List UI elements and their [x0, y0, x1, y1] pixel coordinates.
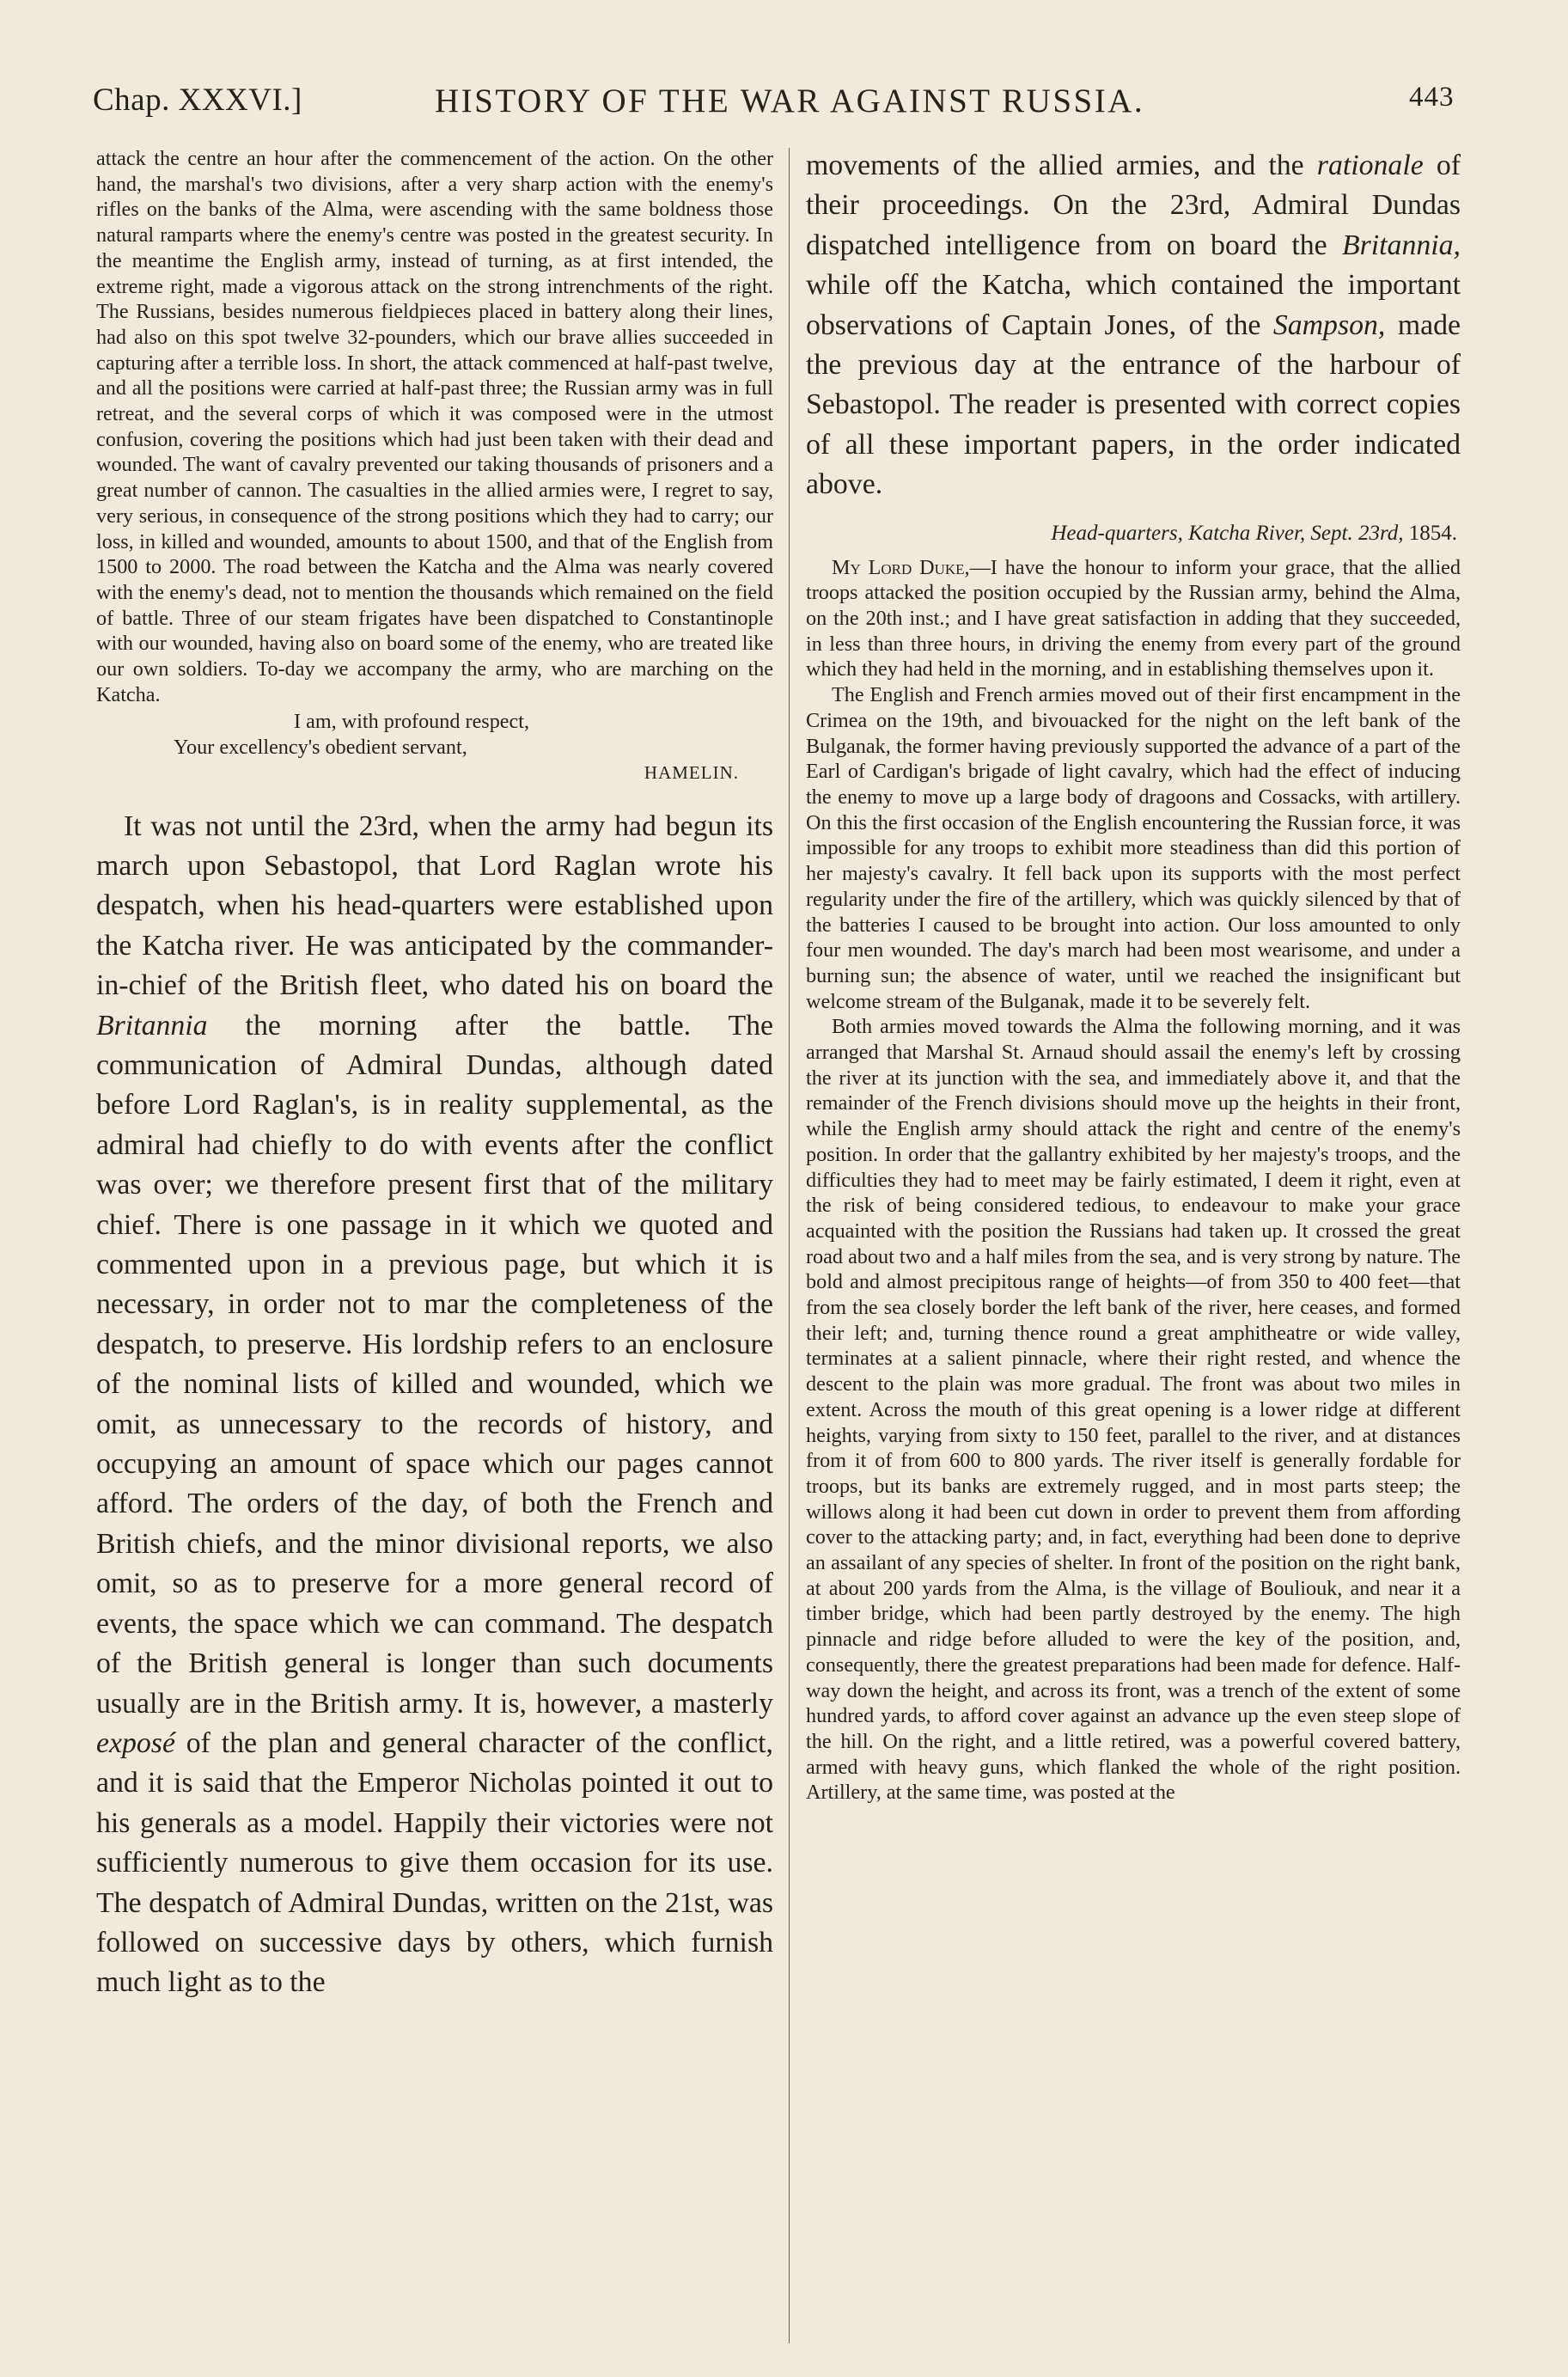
despatch-paragraph-3: Both armies moved towards the Alma the following morning, and it was arranged that Marshal St. Arnaud should assail the enemy's left by crossing the river at its junction with the sea, and immediately above it, and that the remainder of the French divisions should move up the heights in their front, while the English army should attack the right and centre of the enemy's position. In order that the gallantry exhibited by her majesty's troops, and the difficulties they had to meet may be fairly estimated, I deem it right, even at the risk of being considered tedious, to endeavour to make your grace acquainted with the position the Russians had taken up. It crossed the great road about two and a half miles from the sea, and is very strong by nature. The bold and almost precipitous range of heights—of from 350 to 400 feet—that from the sea closely border the left bank of the river, here ceases, and formed their left; and, turning thence round a great amphitheatre or wide valley, terminates at a salient pinnacle, where their right rested, and whence the descent to the plain was more gradual. The front was about two miles in extent. Across the mouth of this great opening is a lower ridge at different heights, varying from sixty to 150 feet, parallel to the river, and at distances from it of from 600 to 800 yards. The river itself is generally fordable for troops, but its banks are extremely rugged, and in most parts steep; the willows along it had been cut down in order to prevent them from affording cover to the attacking party; and, in fact, everything had been done to deprive an assailant of any species of shelter. In front of the position on the right bank, at about 200 yards from the Alma, is the village of Bouliouk, and near it a timber bridge, which had been partly destroyed by the enemy. The high pinnacle and ridge before alluded to were the key of the position, and, consequently, there the greatest preparations had been made for defence. Half-way down the height, and across its front, was a trench of the extent of some hundred yards, to afford cover against an advance up the even steep slope of the hill. On the right, and a little retired, was a powerful covered battery, armed with heavy guns, which flanked the whole of the right position. Artillery, at the same time, was posted at the — [806, 1015, 1461, 1805]
narrative-text-2: the morning after the battle. The communication of Admiral Dundas, although dated before Lord Raglan's, is in reality supplemental, as the admiral had chiefly to do with events after the conflict was over; we therefore present first that of the military chief. There is one passage in it which we quoted and commented upon in a previous page, but which it is necessary, in order not to mar the completeness of the despatch, to preserve. His lordship refers to an enclosure of the nominal lists of killed and wounded, which we omit, as unnecessary to the records of history, and occupying an amount of space which our pages cannot afford. The orders of the day, of both the French and British chiefs, and the minor divisional reports, we also omit, so as to preserve for a more general record of events, the space which we can command. The despatch of the British general is longer than such documents usually are in the British army. It is, however, a masterly — [96, 1009, 773, 1720]
intro-text-2: of their proceedings. On the 23rd, Admiral Dundas dispatched intelligence from on board the — [806, 150, 1461, 261]
narrative-block — [96, 807, 773, 2003]
narrative-paragraph — [96, 807, 773, 2003]
signature: HAMELIN. — [644, 761, 739, 783]
intro-italic-1: rationale — [1316, 150, 1424, 181]
dateline-place: Head-quarters, Katcha River, Sept. 23rd, — [1051, 521, 1404, 545]
dateline-year: 1854. — [1403, 521, 1457, 545]
narrative-italic-2: exposé — [96, 1726, 175, 1759]
intro-paragraph — [806, 146, 1461, 505]
chapter-label: Chap. XXXVI.] — [93, 82, 302, 118]
closing-line-2: Your excellency's obedient servant, — [174, 736, 467, 760]
salutation: My Lord Duke, — [832, 555, 970, 579]
narrative-text-1: It was not until the 23rd, when the army had begun its march upon Sebastopol, that Lord Raglan wrote his despatch, when his head-quarters were established upon the Katcha river. He was anticipated by the commander-in-chief of the British fleet, who dated his on board the — [96, 810, 773, 1002]
despatch-text-1: —I have the honour to inform your grace, that the allied troops attacked the position occupied by the Russian army, behind the Alma, on the 20th inst.; and I have great satisfaction in adding that they succeeded, in less than three hours, in driving the enemy from every part of the ground which they had held in the morning, and in establishing themselves upon it. — [806, 555, 1461, 681]
intro-block — [806, 146, 1461, 505]
intro-text-3: while off the Katcha, which contained the important observations of Captain Jones, of the — [806, 269, 1461, 341]
despatch-paragraph-2: The English and French armies moved out of their first encampment in the Crimea on the 19th, and bivouacked for the night on the left bank of the Bulganak, the former having previously supported the advance of a part of the Earl of Cardigan's brigade of light cavalry, which had the effect of inducing the enemy to move up a large body of dragoons and Cossacks, with artillery. On this the first occasion of the English encountering the Russian force, it was impossible for any troops to exhibit more steadiness than did this portion of her majesty's cavalry. It fell back upon its supports with the most perfect regularity under the fire of the artillery, which was quickly silenced by that of the batteries I caused to be brought into action. Our loss amounted to only four men wounded. The day's march had been most wearisome, and under a burning sun; the absence of water, until we reached the insignificant but welcome stream of the Bulganak, made it to be severely felt. — [806, 683, 1461, 1013]
narrative-text-3: of the plan and general character of the conflict, and it is said that the Emperor Nicholas pointed it out to his generals as a model. Happily their victories were not sufficiently numerous to give them occasion for its use. The despatch of Admiral Dundas, written on the 21st, was followed on successive days by others, which furnish much light as to the — [96, 1726, 773, 1999]
column-divider — [789, 148, 790, 2343]
closing-line-1: I am, with profound respect, — [294, 710, 530, 734]
running-head — [93, 82, 1467, 125]
intro-italic-2: Britannia, — [1341, 229, 1461, 261]
running-title: HISTORY OF THE WAR AGAINST RUSSIA. — [435, 82, 1145, 119]
intro-italic-3: Sampson, — [1272, 309, 1386, 341]
page-number: 443 — [1409, 82, 1455, 113]
letter-continuation-block — [96, 146, 773, 707]
intro-text-1: movements of the allied armies, and the — [806, 150, 1317, 181]
letter-continuation: attack the centre an hour after the commencement of the action. On the other hand, the marshal's two divisions, after a very sharp action with the enemy's rifles on the banks of the Alma, were ascending with the same boldness those natural ramparts where the enemy's centre was posted in the greatest security. In the meantime the English army, instead of turning, as at first intended, the extreme right, made a vigorous attack on the strong intrenchments of the right. The Russians, besides numerous fieldpieces placed in battery along their lines, had also on this spot twelve 32-pounders, which our brave allies succeeded in capturing after a terrible loss. In short, the attack commenced at half-past twelve, and all the positions were carried at half-past three; the Russian army was in full retreat, and the several corps of which it was composed were in the utmost confusion, covering the positions which had just been taken with their dead and wounded. The want of cavalry prevented our taking thousands of prisoners and a great number of cannon. The casualties in the allied armies were, I regret to say, very serious, in consequence of the strong positions which they had to carry; our loss, in killed and wounded, amounts to about 1500, and that of the English from 1500 to 2000. The road between the Katcha and the Alma was nearly covered with the enemy's dead, not to mention the thousands which remained on the field of battle. Three of our steam frigates have been dispatched to Constantinople with our wounded, having also on board some of the enemy, who are treated like our own soldiers. To-day we accompany the army, who are marching on the Katcha. — [96, 147, 773, 706]
despatch-paragraph-1 — [806, 555, 1461, 683]
left-column — [96, 146, 773, 2003]
despatch-block — [806, 555, 1461, 1806]
intro-text-4: made the previous day at the entrance of the harbour of Sebastopol. The reader is presented with correct copies of all these important papers, in the order indicated above. — [806, 309, 1461, 501]
despatch-dateline — [806, 521, 1457, 547]
letter-closing — [96, 709, 773, 785]
narrative-italic-1: Britannia — [96, 1009, 208, 1042]
right-column — [806, 146, 1461, 1806]
